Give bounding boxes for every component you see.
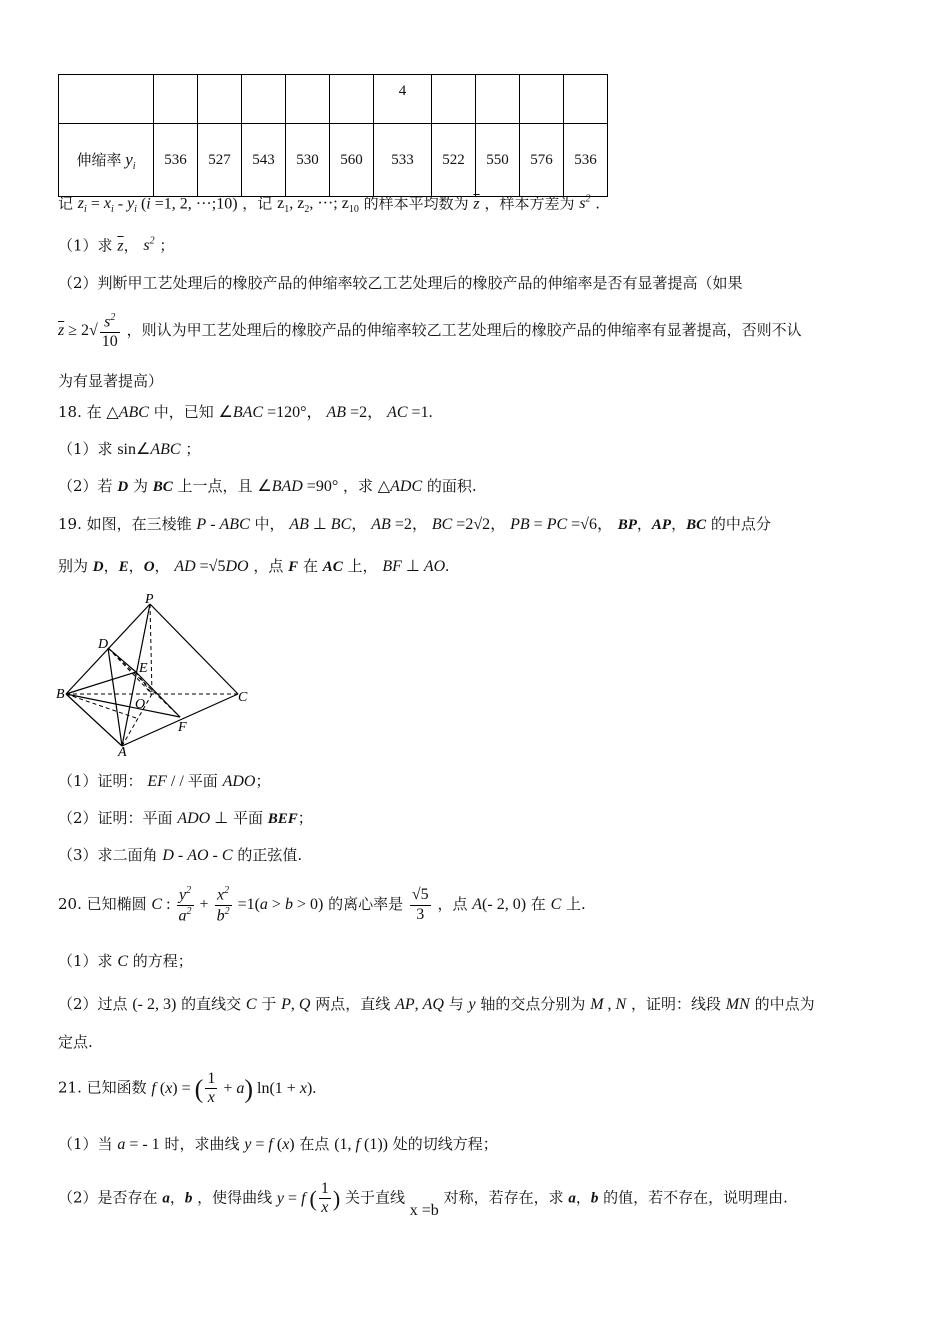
q17-part2-end: 为有显著提高） (58, 372, 164, 390)
label-F: F (178, 720, 187, 735)
text: 平面 (232, 809, 263, 827)
q21-head: 21. 已知函数 f (x) = ( $\frac{1}{x}$ + a) ln(1 + x). (58, 1070, 317, 1107)
table-cell (242, 75, 286, 124)
q21-part2: （2）是否存在 a，b ，使得曲线 y = f ( $\frac{1}{x}$ ) 关于直线 x =b 对称，若存在，求 a，b 的值，若不存在，说明理由. (58, 1180, 788, 1219)
table-cell: 536 (564, 124, 608, 197)
q20-part1: （1）求 C 的方程； (58, 952, 193, 970)
text: ，使得曲线 (197, 1188, 273, 1207)
text: 在 (302, 557, 318, 575)
q19-part3: （3）求二面角 D - AO - C 的正弦值. (58, 846, 303, 864)
q18-head: 18. 在 △ABC 中，已知 ∠BAC =120°， AB =2， AC =1. (58, 403, 433, 421)
table-cell: 550 (476, 124, 520, 197)
q17-intro: 记 $z_i = x_i - y_i$ (i =1, 2, ···;10) ，记 $z_1$, $z_2$, ···; $z_{10}$ 的样本平均数为 $\overline{z}$ ，样本方差为 $s^2$ . (58, 194, 601, 216)
table-cell: 527 (198, 124, 242, 197)
text: （2）过点 (58, 995, 128, 1013)
label-A: A (118, 745, 127, 760)
table-cell: 4 (374, 75, 432, 124)
text: 的方程； (132, 952, 193, 970)
text: ，点 (253, 557, 284, 575)
text: ，记 (242, 194, 273, 213)
text: 上. (566, 894, 586, 913)
text: 为 (132, 477, 148, 495)
table-cell: 576 (520, 124, 564, 197)
table-cell: 533 (374, 124, 432, 197)
text: . (595, 194, 601, 213)
q20-part2-end: 定点. (58, 1033, 93, 1051)
row-header (59, 124, 154, 197)
label-P: P (145, 592, 154, 607)
row-var: y (125, 149, 133, 169)
text: （2）是否存在 (58, 1188, 158, 1207)
text: 处的切线方程； (392, 1135, 498, 1153)
text: 平面 (187, 772, 218, 790)
text: （2）证明：平面 (58, 809, 173, 827)
table-cell: 543 (242, 124, 286, 197)
text: 时，求曲线 (164, 1135, 240, 1153)
text: 关于直线 (344, 1188, 405, 1207)
table-cell: 522 (432, 124, 476, 197)
row-var-sub: i (132, 160, 136, 172)
text: 于 (261, 995, 277, 1013)
text: 的离心率是 (328, 894, 404, 913)
q19-part2: （2）证明：平面 ADO ⊥ 平面 BEF； (58, 809, 313, 827)
q21-part1: （1）当 a = - 1 时，求曲线 y = f (x) 在点 (1, f (1)) 处的切线方程； (58, 1135, 498, 1153)
text: 中，已知 (153, 403, 214, 421)
text: 的面积. (426, 477, 477, 495)
text: 的中点分 (710, 515, 771, 533)
text: 在 (530, 894, 546, 913)
q17-part2: （2）判断甲工艺处理后的橡胶产品的伸缩率较乙工艺处理后的橡胶产品的伸缩率是否有显著提高（如果 (58, 274, 743, 292)
text: ； (185, 440, 201, 458)
text: 的直线交 (181, 995, 242, 1013)
text: 18. 在 (58, 403, 102, 421)
text: 的中点为 (754, 995, 815, 1013)
text: ； (159, 236, 175, 255)
text: ，则认为甲工艺处理后的橡胶产品的伸缩率较乙工艺处理后的橡胶产品的伸缩率有显著提高，否则不认 (126, 321, 802, 340)
label-E: E (139, 661, 148, 676)
elongation-table (58, 74, 608, 197)
text: ，点 (437, 894, 468, 913)
text: 的样本平均数为 (363, 194, 469, 213)
label-B: B (56, 687, 65, 702)
table-cell (330, 75, 374, 124)
label-O: O (135, 697, 146, 712)
q18-part1: （1）求 sin∠ABC ； (58, 440, 201, 458)
q19-part1: （1）证明： EF / / 平面 ADO； (58, 772, 271, 790)
table-cell: 536 (154, 124, 198, 197)
text: 的值，若不存在，说明理由. (603, 1188, 788, 1207)
row-label: 伸缩率 (76, 152, 122, 169)
text: 上， (347, 557, 378, 575)
text: 中， (254, 515, 285, 533)
text: （1）当 (58, 1135, 113, 1153)
label-D: D (98, 637, 109, 652)
text: 上一点，且 (177, 477, 253, 495)
text: 在点 (299, 1135, 330, 1153)
table-cell (59, 75, 154, 124)
table-cell: 530 (286, 124, 330, 197)
text: 对称，若存在，求 (443, 1188, 564, 1207)
table-cell: 560 (330, 124, 374, 197)
table-cell (520, 75, 564, 124)
table-cell (564, 75, 608, 124)
pyramid-figure (52, 590, 262, 760)
text: ，证明：线段 (630, 995, 721, 1013)
table-cell (154, 75, 198, 124)
text: ，求 (343, 477, 374, 495)
label-C: C (238, 690, 248, 705)
q20-head: 20. 已知椭圆 C : $\frac{y^2}{a^2}$ + $\frac{x^2}{b^2}$ =1(a > b > 0) 的离心率是 $\frac{√5}{3}$ ，点 A(- 2, 0) 在 C 上. (58, 885, 586, 925)
text: （1）求 (58, 236, 113, 255)
text: 的正弦值. (237, 846, 303, 864)
text: ，样本方差为 (484, 194, 575, 213)
text: 20. 已知椭圆 (58, 894, 147, 913)
text: （3）求二面角 (58, 846, 158, 864)
table-row (59, 75, 608, 124)
table-row (59, 124, 608, 197)
text: 别为 (58, 557, 89, 575)
q20-part2: （2）过点 (- 2, 3) 的直线交 C 于 P, Q 两点，直线 AP, AQ 与 y 轴的交点分别为 M , N ，证明：线段 MN 的中点为 (58, 995, 815, 1013)
text: 轴的交点分别为 (480, 995, 586, 1013)
text: 19. 如图，在三棱锥 (58, 515, 192, 533)
q18-part2: （2）若 D 为 BC 上一点，且 ∠BAD =90° ，求 △ADC 的面积. (58, 477, 477, 495)
q19-head: 19. 如图，在三棱锥 P - ABC 中， AB ⊥ BC， AB =2， BC =2√2， PB = PC =√6， BP，AP，BC 的中点分 (58, 515, 771, 533)
table-cell (286, 75, 330, 124)
text: （1）证明： (58, 772, 143, 790)
text: （1）求 (58, 952, 113, 970)
text: 21. 已知函数 (58, 1078, 147, 1097)
q19-line2: 别为 D，E，O， AD =√5DO ，点 F 在 AC 上， BF ⊥ AO. (58, 557, 450, 575)
text: （1）求 (58, 440, 113, 458)
text: 两点，直线 (315, 995, 391, 1013)
text: （2）若 (58, 477, 113, 495)
text: 与 (448, 995, 464, 1013)
table-cell (432, 75, 476, 124)
text: 记 (58, 194, 74, 213)
q17-part2-cont: $\overline{z} \ge 2√$ $\frac{s^2}{10}$ ，则认为甲工艺处理后的橡胶产品的伸缩率较乙工艺处理后的橡胶产品的伸缩率有显著提高，否则不认 (58, 312, 802, 350)
table-cell (198, 75, 242, 124)
q17-part1: （1）求 $\overline{z}$， $s^2$ ； (58, 236, 175, 255)
table-cell (476, 75, 520, 124)
